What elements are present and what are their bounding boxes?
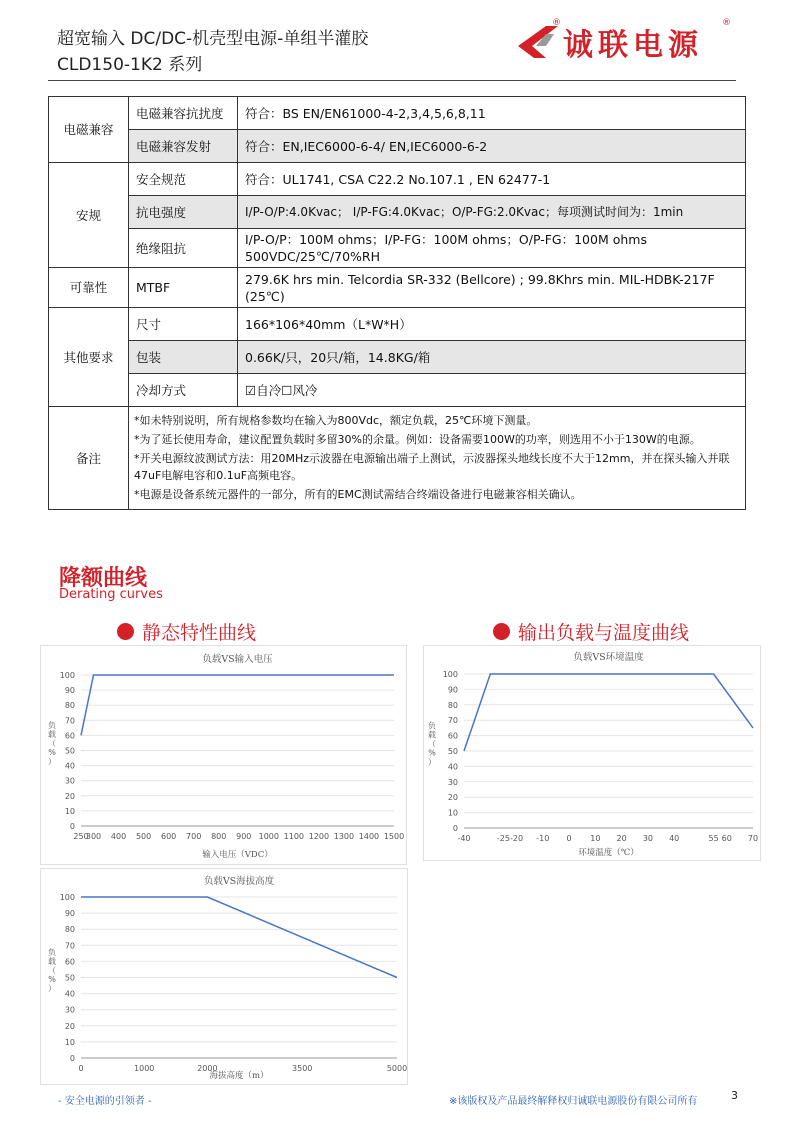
x-tick-label: 400 (110, 832, 127, 841)
note-line: *为了延长使用寿命，建议配置负载时多留30%的余量。例如：设备需要100W的功率，则选用不小于130W的电源。 (134, 433, 701, 446)
x-axis-label: 环境温度（℃） (578, 848, 639, 858)
y-axis-label-char: （ (428, 739, 436, 749)
y-axis-label (48, 947, 56, 993)
y-tick-label: 90 (447, 685, 458, 695)
left-chart-heading-text: 静态特性曲线 (142, 622, 257, 644)
x-tick-label: 55 (708, 834, 719, 843)
x-tick-label: 600 (160, 832, 177, 841)
y-axis-label-char: 负 (48, 948, 56, 957)
y-tick-label: 70 (447, 716, 458, 726)
chart-load-vs-altitude (40, 868, 408, 1085)
y-axis-label (428, 721, 436, 767)
right-chart-heading-text: 输出负载与温度曲线 (518, 622, 690, 644)
spec-value: 符合：BS EN/EN61000-4-2,3,4,5,6,8,11 (238, 97, 746, 130)
chart-load-vs-temperature (423, 645, 761, 861)
x-tick-label: 1000 (134, 1064, 155, 1073)
spec-name: 电磁兼容抗扰度 (129, 97, 238, 130)
x-tick-label: 1500 (383, 832, 405, 841)
x-tick-label: 3500 (292, 1064, 313, 1073)
spec-name: 抗电强度 (129, 196, 238, 229)
y-tick-label: 50 (64, 746, 75, 756)
section-title: 降额曲线 (59, 566, 148, 591)
chart-svg (424, 646, 760, 860)
y-tick-label: 40 (64, 761, 75, 771)
chart-title: 负载VS海拔高度 (203, 876, 275, 887)
spec-name: 包装 (129, 341, 238, 374)
x-tick-label: 500 (135, 832, 152, 841)
chart-title: 负载VS环境温度 (573, 652, 644, 663)
document-title (57, 26, 368, 78)
x-tick-label: -10 (536, 834, 550, 843)
title-line-1: 超宽输入 DC/DC-机壳型电源-单组半灌胶 (57, 29, 369, 49)
y-tick-label: 90 (64, 909, 75, 919)
y-axis-label-char: （ (48, 966, 56, 975)
x-tick-label: 10 (590, 834, 601, 843)
x-tick-label: 60 (721, 834, 732, 843)
spec-name: 绝缘阻抗 (129, 229, 238, 268)
x-tick-label: 0 (78, 1064, 84, 1073)
y-tick-label: 30 (447, 777, 458, 787)
x-tick-label: 40 (669, 834, 680, 843)
y-tick-label: 0 (452, 824, 458, 833)
x-tick-label: 1100 (283, 832, 305, 841)
x-tick-label: -40 (457, 834, 471, 843)
spec-value: 279.6K hrs min. Telcordia SR-332 (Bellcore) ; 99.8Khrs min. MIL-HDBK-217F (25℃) (238, 268, 746, 308)
y-axis-label-char: % (48, 748, 56, 757)
y-tick-label: 30 (64, 1005, 75, 1015)
spec-value: I/P-O/P：100M ohms；I/P-FG：100M ohms；O/P-FG：100M ohms 500VDC/25℃/70%RH (238, 229, 746, 268)
y-axis-label-char: ） (48, 984, 56, 993)
y-axis-label-char: 载 (48, 730, 56, 739)
y-tick-label: 70 (64, 941, 75, 951)
x-axis-label: 输入电压（VDC） (202, 850, 273, 860)
y-tick-label: 80 (64, 925, 75, 935)
spec-table (48, 96, 746, 510)
series-line (81, 897, 397, 978)
series-line (464, 674, 753, 751)
y-tick-label: 40 (447, 762, 458, 772)
y-axis-label-char: ） (48, 757, 56, 766)
x-tick-label: 20 (616, 834, 627, 843)
category-notes: 备注 (49, 407, 129, 510)
y-tick-label: 40 (64, 989, 75, 999)
x-tick-label: 1000 (258, 832, 279, 841)
spec-value: ☑自冷☐风冷 (238, 374, 746, 407)
chart-svg (41, 869, 407, 1084)
note-line: *开关电源纹波测试方法：用20MHz示波器在电源输出端子上测试，示波器探头地线长度不大于12mm，并在探头输入并联47uF电解电容和0.1uF高频电容。 (134, 452, 730, 482)
footer-copyright: ※该版权及产品最终解释权归诚联电源股份有限公司所有 (449, 1096, 698, 1107)
x-tick-label: 2000 (197, 1064, 218, 1073)
left-chart-heading (117, 618, 256, 645)
y-tick-label: 100 (442, 670, 458, 679)
spec-value: I/P-O/P:4.0Kvac； I/P-FG:4.0Kvac；O/P-FG:2.0Kvac；每项测试时间为：1min (238, 196, 746, 229)
category-other: 其他要求 (49, 308, 129, 407)
category-reliability: 可靠性 (49, 268, 129, 308)
y-axis-label-char: 载 (428, 730, 436, 740)
y-tick-label: 50 (447, 747, 458, 756)
x-tick-label: 70 (747, 834, 759, 843)
spec-name: 冷却方式 (129, 374, 238, 407)
x-tick-label: 700 (186, 832, 202, 841)
y-axis-label-char: 负 (48, 721, 56, 730)
header-divider (48, 80, 736, 81)
spec-value: 符合：EN,IEC6000-6-4/ EN,IEC6000-6-2 (238, 130, 746, 163)
x-tick-label: 5000 (386, 1064, 407, 1073)
right-chart-heading (493, 618, 689, 645)
y-tick-label: 0 (69, 1054, 75, 1063)
y-axis-label-char: 载 (48, 957, 56, 966)
chart-title: 负载VS输入电压 (202, 654, 273, 665)
y-tick-label: 0 (69, 822, 75, 831)
footer-slogan: - 安全电源的引领者 - (58, 1096, 152, 1107)
logo-text: 诚联电源 (563, 28, 703, 63)
spec-value: 0.66K/只，20只/箱，14.8KG/箱 (238, 341, 746, 374)
y-axis-label-char: % (48, 975, 56, 984)
y-axis-label-char: % (428, 748, 436, 758)
spec-name: 尺寸 (129, 308, 238, 341)
y-tick-label: 60 (64, 957, 75, 967)
x-tick-label: 30 (642, 834, 654, 843)
company-logo (516, 18, 736, 62)
x-tick-label: 1200 (308, 832, 330, 841)
category-safety: 安规 (49, 163, 129, 268)
y-tick-label: 20 (64, 791, 75, 801)
y-tick-label: 60 (447, 731, 458, 741)
note-line: *电源是设备系统元器件的一部分，所有的EMC测试需结合终端设备进行电磁兼容相关确认。 (134, 488, 582, 501)
y-tick-label: 100 (59, 893, 75, 902)
spec-name: MTBF (129, 268, 238, 308)
y-tick-label: 80 (64, 701, 75, 711)
notes-cell (129, 407, 746, 510)
x-tick-label: -25 (496, 834, 510, 843)
y-tick-label: 10 (447, 808, 458, 818)
section-subtitle: Derating curves (59, 587, 163, 602)
y-tick-label: 50 (64, 973, 75, 983)
y-axis-label-char: （ (48, 739, 56, 748)
registered-mark: ® (722, 18, 731, 28)
y-tick-label: 20 (447, 793, 458, 803)
y-tick-label: 10 (64, 806, 75, 816)
x-tick-label: 900 (236, 832, 252, 841)
x-tick-label: 300 (85, 832, 102, 841)
registered-mark: ® (552, 18, 561, 28)
x-tick-label: 0 (566, 834, 572, 843)
y-tick-label: 100 (59, 671, 75, 680)
spec-name: 安全规范 (129, 163, 238, 196)
spec-name: 电磁兼容发射 (129, 130, 238, 163)
bullet-dot-icon (117, 623, 134, 640)
x-tick-label: -20 (510, 834, 524, 843)
category-emc: 电磁兼容 (49, 97, 129, 163)
y-axis-label-char: ） (428, 757, 436, 767)
y-tick-label: 30 (64, 776, 75, 786)
note-line: *如未特别说明，所有规格参数均在输入为800Vdc，额定负载，25℃环境下测量。 (134, 414, 538, 427)
y-tick-label: 70 (64, 716, 75, 726)
chart-svg (41, 646, 406, 864)
x-axis-label: 海拔高度（m） (209, 1071, 269, 1081)
spec-value: 166*106*40mm（L*W*H） (238, 308, 746, 341)
x-tick-label: 1300 (333, 832, 355, 841)
x-tick-label: 800 (211, 832, 227, 841)
bullet-dot-icon (493, 623, 510, 640)
chart-load-vs-voltage (40, 645, 407, 865)
y-axis-label-char: 负 (428, 721, 436, 731)
y-tick-label: 10 (64, 1037, 75, 1047)
y-tick-label: 90 (64, 686, 75, 696)
y-axis-label (48, 720, 56, 766)
title-line-2: CLD150-1K2 系列 (57, 55, 203, 75)
x-tick-label: 1400 (358, 832, 380, 841)
y-tick-label: 80 (447, 700, 458, 710)
y-tick-label: 60 (64, 731, 75, 741)
y-tick-label: 20 (64, 1021, 75, 1031)
page-number: 3 (731, 1089, 738, 1102)
x-tick-label: 250 (73, 832, 89, 841)
spec-value: 符合：UL1741, CSA C22.2 No.107.1 , EN 62477-1 (238, 163, 746, 196)
